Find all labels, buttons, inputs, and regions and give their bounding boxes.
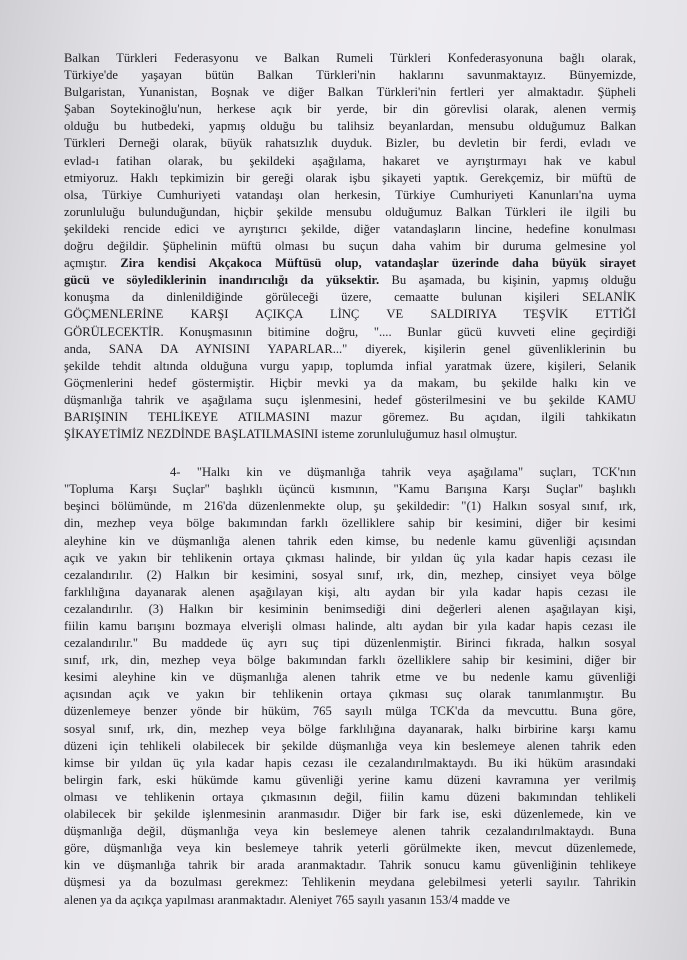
text-line <box>64 567 636 584</box>
text-line <box>64 618 636 635</box>
text-run: düzenlemeye benzer yönde bir hüküm, 765 sayılı mülga TCK'da da mevcuttu. Buna göre, <box>64 704 636 719</box>
text-run: din, mezhep veya bölge bakımından farklı özelliklere sahip bir kesimini, diğer bir kesimi <box>64 516 636 531</box>
text-line <box>64 204 636 221</box>
text-run: olabilecek bir şekilde işlenmesinin aranmasıdır. Diğer bir fark ise, eski düzenlemede, kin ve <box>64 807 636 822</box>
text-line <box>64 738 636 755</box>
text-line <box>64 669 636 686</box>
text-line <box>64 187 636 204</box>
text-line <box>64 84 636 101</box>
text-line <box>64 375 636 392</box>
text-run: kimse bir yıldan üç yıla kadar hapis cezası ile cezalandırılmaktaydı. Bu iki hüküm arasındaki <box>64 755 636 770</box>
text-line <box>64 601 636 618</box>
text-line <box>64 857 636 874</box>
text-run: göre, düşmanlığa veya kin beslemeye tahrik yeterli görülmekte iken, mevcut düzenlemede, <box>64 841 636 856</box>
text-run: ŞİKAYETİMİZ NEZDİNDE BAŞLATILMASINI isteme zorunluluğumuz hasıl olmuştur. <box>64 427 518 442</box>
text-line <box>64 515 636 532</box>
text-run: cezalandırılır. (2) Halkın bir kesimini, sosyal sınıf, ırk, din, mezhep, cinsiyet veya bölge <box>64 567 636 582</box>
text-run: olduğu bu hutbedeki, yapmış olduğu bu talihsiz beyanlardan, mensubu olduğumuz Balkan <box>64 119 636 134</box>
text-run: cezalandırılır. (3) Halkın bir kesiminin benimsediği dini değerleri alenen aşağılayan kişi, <box>64 601 636 616</box>
text-run: cezalandırılır." Bu maddede üç ayrı suç tipi düzenlenmiştir. Birinci fıkrada, halkın sosyal <box>64 636 636 651</box>
text-line <box>64 840 636 857</box>
text-line <box>64 464 636 481</box>
text-run: Balkan Türkleri Federasyonu ve Balkan Rumeli Türkleri Konfederasyonuna bağlı olarak, <box>64 51 636 65</box>
paragraph-1 <box>64 50 636 443</box>
text-run: sosyal sınıf, ırk, din, mezhep veya bölge farklılığına dayanarak, halkı birbirine karşı kamu <box>64 721 636 736</box>
bold-text-run: gücü ve söylediklerinin inandırıcılığı da yüksektir. <box>64 273 380 288</box>
text-line <box>64 101 636 118</box>
text-run: Türkiye'de yaşayan bütün Balkan Türkleri'nin haklarını savunmaktayız. Bünyemizde, <box>64 68 636 83</box>
text-line <box>64 306 636 323</box>
text-run: Göçmenlerini hedef göstermiştir. Hiçbir mevki ya da makam, bu şekilde halkı kin ve <box>64 375 636 390</box>
text-run: BARIŞININ TEHLİKEYE ATILMASINI mazur göremez. Bu açıdan, ilgili tahkikatın <box>64 409 636 424</box>
text-run: beşinci bölümünde, m 216'da düzenlenmekte olup, şu şekildedir: "(1) Halkın sosyal sınıf, ırk, <box>64 499 636 514</box>
text-line <box>64 498 636 515</box>
text-run: düşmanlığa tahrik ve aşağılama suçu işlenmesini, hedef gösterilmesini ve bu şekilde KAMU <box>64 392 636 407</box>
paragraph-2 <box>64 464 636 908</box>
text-line <box>64 170 636 187</box>
text-line <box>64 153 636 170</box>
text-line <box>64 272 636 289</box>
text-run: şekildeki rencide edici ve ayrıştırıcı şekilde, diğer vatandaşların lincine, hedefine konulması <box>64 221 636 236</box>
text-line <box>64 392 636 409</box>
text-line <box>64 221 636 238</box>
text-line <box>64 652 636 669</box>
text-run: açık ve yakın bir tehlikenin ortaya çıkması halinde, bir yıldan üç yıla kadar hapis cezası ile <box>64 550 636 565</box>
text-line <box>64 806 636 823</box>
text-run: olması ve tehlikenin ortaya çıkmasının değil, fiilin kamu düzeni bakımından tehlikeli <box>64 789 636 804</box>
text-line <box>64 772 636 789</box>
text-run: anda, SANA DA AYNISINI YAPARLAR..." diyerek, kişilerin genel güvenliklerinin bu <box>64 341 636 356</box>
text-run: zorunluluğu bulunduğundan, hiçbir şekilde mensubu olduğumuz Balkan Türkleri ile ilgili bu <box>64 204 636 219</box>
text-run: konuşma da dinlenildiğinde görüleceği üzere, cemaatte bulunan kişileri SELANİK <box>64 290 636 305</box>
text-line <box>64 635 636 652</box>
text-line <box>64 341 636 358</box>
text-line <box>64 755 636 772</box>
text-run: sınıf, ırk, din, mezhep veya bölge bakımından farklı özelliklere sahip bir kesimini, diğer bir <box>64 653 636 668</box>
text-line <box>64 703 636 720</box>
text-line <box>64 426 636 443</box>
text-line <box>64 238 636 255</box>
text-run: Türkleri Derneği olarak, büyük rahatsızlık duyduk. Bizler, bu devletin bir ferdi, evladı ve <box>64 136 636 151</box>
text-run: aleyhine kin ve düşmanlığa alenen tahrik eden kimse, bu nedenle kamu güvenliği açısından <box>64 533 636 548</box>
text-line <box>64 721 636 738</box>
text-run: düşmanlığa değil, düşmanlığa veya kin beslemeye alenen tahrik cezalandırılmaktaydı. Buna <box>64 824 636 839</box>
text-run: kesimi aleyhine kin ve düşmanlığa alenen tahrik etme ve bu nedenle kamu güvenliği <box>64 670 636 685</box>
text-line <box>64 135 636 152</box>
text-line <box>64 686 636 703</box>
text-line <box>64 289 636 306</box>
text-run: farklılığına dayanarak alenen aşağılayan kişi, altı aydan bir yıla kadar hapis cezası ile <box>64 584 636 599</box>
text-line <box>64 255 636 272</box>
text-line <box>64 533 636 550</box>
text-line <box>64 324 636 341</box>
bold-text-run: Zira kendisi Akçakoca Müftüsü olup, vatandaşlar üzerinde daha büyük sirayet <box>120 256 637 271</box>
text-run: düzeni için tehlikeli olabilecek bir şekilde düşmanlığa veya kin beslemeye alenen tahrik eden <box>64 738 636 753</box>
text-line <box>64 50 636 67</box>
text-run: GÖÇMENLERİNE KARŞI AÇIKÇA LİNÇ VE SALDIRIYA TEŞVİK ETTİĞİ <box>64 307 636 322</box>
text-run: olsa, Türkiye Cumhuriyeti vatandaşı olan herkesin, Türkiye Cumhuriyeti Kanunları'na uyma <box>64 187 636 202</box>
text-line <box>64 874 636 891</box>
text-line <box>64 789 636 806</box>
text-line <box>64 550 636 567</box>
text-run: 4- "Halkı kin ve düşmanlığa tahrik veya aşağılama" suçları, TCK'nın <box>170 465 636 480</box>
text-run: şekilde tehdit altında olduğuna vurgu yapıp, toplumda infial yaratmak üzere, kişileri, Selanik <box>64 358 636 373</box>
text-line <box>64 118 636 135</box>
text-run: Bulgaristan, Yunanistan, Boşnak ve diğer Balkan Türkleri'nin fertleri yer almaktadır. Şüpheli <box>64 85 636 100</box>
text-run: fiilin kamu barışını bozmaya elverişli olması halinde, altı aydan bir yıla kadar hapis cezası ile <box>64 619 636 633</box>
text-run: alenen ya da açıkça yapılması aranmaktadır. Aleniyet 765 sayılı yasanın 153/4 madde ve <box>64 892 510 907</box>
text-line <box>64 358 636 375</box>
text-run: açmıştır. <box>64 256 121 271</box>
text-line <box>64 67 636 84</box>
text-line <box>64 892 636 909</box>
text-run: "Topluma Karşı Suçlar" başlıklı üçüncü kısmının, "Kamu Barışına Karşı Suçlar" başlıklı <box>64 482 636 497</box>
text-run: açısından açık ve yakın bir tehlikenin ortaya çıkması suç olarak tanımlanmıştır. Bu <box>64 687 636 702</box>
text-run: etmiyoruz. Haklı tepkimizin bir gereği olarak işbu şikayeti yaptık. Gerekçemiz, bir müftü de <box>64 170 636 185</box>
text-line <box>64 409 636 426</box>
text-line <box>64 584 636 601</box>
text-run: düşmesi ya da bozulması gerekmez: Tehlikenin meydana gelebilmesi yeterli sayılır. Tahrikin <box>64 875 636 890</box>
text-line <box>64 481 636 498</box>
text-run: doğru değildir. Şüphelinin müftü olması bu suçun daha vahim bir duruma gelmesine yol <box>64 239 636 254</box>
document-body <box>64 50 636 909</box>
text-run: Bu aşamada, bu kişinin, yapmış olduğu <box>379 273 637 288</box>
text-run: belirgin fark, eski hükümde kamu güvenliği yerine kamu düzeni kavramına yer verilmiş <box>64 772 636 787</box>
text-run: evlad-ı fatihan olarak, bu şekildeki aşağılama, hakaret ve ayrıştırmayı hak ve kabul <box>64 153 636 168</box>
text-run: GÖRÜLECEKTİR. Konuşmasının bitimine doğru, ".... Bunlar gücü kuvveti eline geçirdiği <box>64 324 636 339</box>
text-run: kin ve düşmanlığa tahrik bir arada aranmaktadır. Tahrik sonucu kamu güvenliğinin tehlikeye <box>64 858 636 873</box>
text-line <box>64 823 636 840</box>
text-run: Şaban Soytekinoğlu'nun, herkese açık bir yerde, bir din görevlisi olarak, alenen vermiş <box>64 102 636 117</box>
